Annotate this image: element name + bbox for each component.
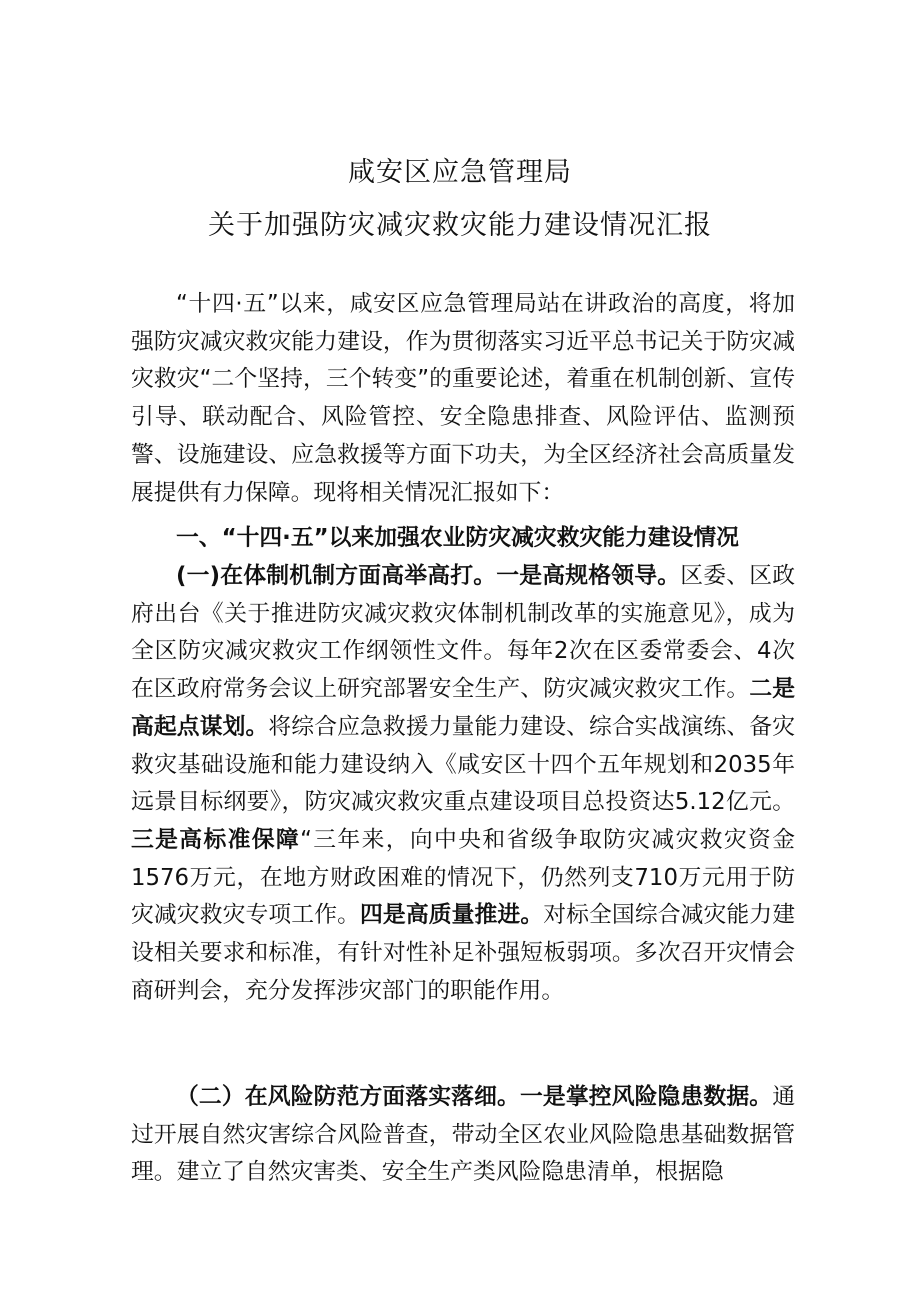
document-title-line2: 关于加强防灾减灾救灾能力建设情况汇报 (208, 210, 712, 241)
item1-point1-text: 区委、区政府出台《关于推进防灾减灾救灾体制机制改革的实施意见》，成为全区防灾减灾救灾工作纲领性文件。每年2次在区委常委会、4次在区政府常务会议上研究部署安全生产、防灾减灾救灾工作。 (131, 563, 796, 703)
item1-point3-label: 三是高标准保障 (131, 826, 301, 853)
document-title-line1: 咸安区应急管理局 (348, 157, 572, 188)
item1-point4-text: 对标全国综合减灾能力建设相关要求和标准，有针对性补足补强短板弱项。多次召开灾情会商研判会，充分发挥涉灾部门的职能作用。 (131, 902, 796, 1004)
item1-point1-label: 一是高规格领导。 (496, 563, 681, 589)
item1-heading: (一)在体制机制方面高举高打。 (176, 563, 497, 589)
section1-item2-paragraph (131, 1079, 795, 1192)
section1-heading: 一、“十四·五”以来加强农业防灾减灾救灾能力建设情况 (176, 525, 739, 551)
item2-heading: （二）在风险防范方面落实落细。 (176, 1084, 520, 1110)
item1-point2-label: 二是高起点谋划。 (131, 676, 796, 740)
item2-point1-text: 通过开展自然灾害综合风险普查，带动全区农业风险隐患基础数据管理。建立了自然灾害类、安全生产类风险隐患清单，根据隐 (131, 1084, 796, 1186)
section1-item1-paragraph (131, 558, 795, 1010)
item1-point3-text: “三年来，向中央和省级争取防灾减灾救灾资金1576万元，在地方财政困难的情况下，仍然列支710万元用于防灾减灾救灾专项工作。 (131, 826, 796, 929)
item1-point4-label: 四是高质量推进。 (360, 902, 544, 929)
intro-paragraph: “十四·五”以来，咸安区应急管理局站在讲政治的高度，将加强防灾减灾救灾能力建设，作为贯彻落实习近平总书记关于防灾减灾救灾“二个坚持，三个转变”的重要论述，着重在机制创新、宣传引导、联动配合、风险管控、安全隐患排查、风险评估、监测预警、设施建设、应急救援等方面下功夫，为全区经济社会高质量发展提供有力保障。现将相关情况汇报如下： (131, 291, 795, 506)
item2-point1-label: 一是掌控风险隐患数据。 (519, 1084, 773, 1110)
item1-point2-text: 将综合应急救援力量能力建设、综合实战演练、备灾救灾基础设施和能力建设纳入《咸安区十四个五年规划和2035年远景目标纲要》，防灾减灾救灾重点建设项目总投资达5.12亿元。 (131, 713, 796, 816)
